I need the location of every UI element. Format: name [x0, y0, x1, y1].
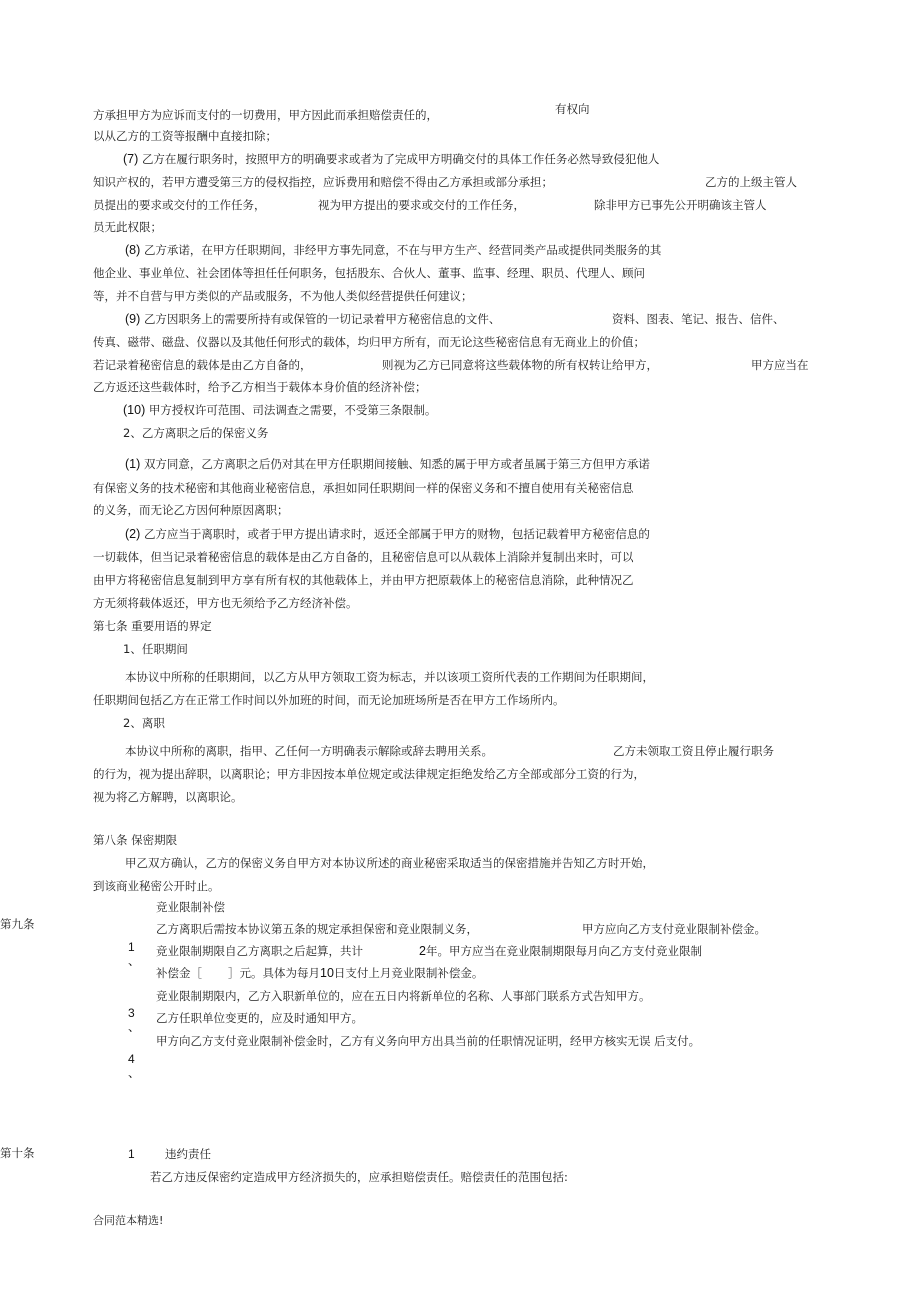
text-line: [156, 943, 702, 959]
text-segment: 竞业限制期限自乙方离职之后起算，共计: [156, 944, 363, 958]
article-10-label: 第十条: [0, 1146, 35, 1160]
item-separator: 、: [128, 1066, 141, 1080]
text-segment: 补偿金［: [156, 966, 202, 980]
text-line: 乙方承诺，在甲方任职期间，非经甲方事先同意，不在与甲方生产、经营同类产品或提供同类服务的其: [143, 243, 662, 257]
text-line: 的行为，视为提出辞职，以离职论；甲方非因按本单位规定或法律规定拒绝发给乙方全部或部分工资的行为，: [93, 767, 645, 781]
text-line: 本协议中所称的离职，指甲、乙任何一方明确表示解除或辞去聘用关系。: [125, 744, 493, 758]
text-line: 等，并不自营与甲方类似的产品或服务，不为他人类似经营提供任何建议；: [93, 289, 473, 303]
text-line: 的义务，而无论乙方因何种原因离职；: [93, 503, 289, 517]
text-line: 以从乙方的工资等报酬中直接扣除；: [93, 129, 277, 143]
item-number: (2): [125, 527, 141, 541]
item-marker: 1: [128, 940, 135, 954]
text-line: 资料、图表、笔记、报告、信件、: [612, 312, 785, 326]
subheading: 违约责任: [165, 1147, 211, 1161]
text-line: 方无须将载体返还，甲方也无须给予乙方经济补偿。: [93, 596, 358, 610]
item-marker: 3: [128, 1006, 135, 1020]
text-line: 乙方返还这些载体时，给予乙方相当于载体本身价值的经济补偿；: [93, 380, 427, 394]
text-line: 乙方应当于离职时，或者于甲方提出请求时，返还全部属于甲方的财物，包括记载着甲方秘密信息的: [143, 527, 650, 541]
text-line: 视为甲方提出的要求或交付的工作任务，: [318, 198, 525, 212]
item-separator: 、: [128, 954, 141, 968]
text-line: 方承担甲方为应诉而支付的一切费用，甲方因此而承担赔偿责任的，: [93, 108, 438, 122]
text-line: 甲方向乙方支付竞业限制补偿金时，乙方有义务向甲方出具当前的任职情况证明，经甲方核实无误 后支付。: [156, 1034, 701, 1048]
text-line: 有保密义务的技术秘密和其他商业秘密信息，承担如同任职期间一样的保密义务和不擅自使用有关秘密信息: [93, 481, 634, 495]
text-line: 视为将乙方解聘，以离职论。: [93, 790, 243, 804]
text-line: 甲方应当在: [751, 358, 809, 372]
text-line: 除非甲方已事先公开明确该主管人: [594, 198, 767, 212]
text-segment: 年。甲方应当在竞业限制期限每月向乙方支付竞业限制: [425, 944, 702, 958]
text-line: 若记录着秘密信息的载体是由乙方自备的，: [93, 358, 312, 372]
text-line: 有权向: [555, 102, 590, 116]
text-line: 传真、磁带、磁盘、仪器以及其他任何形式的载体，均归甲方所有，而无论这些秘密信息有无商业上的价值；: [93, 335, 645, 349]
article-8-title: 第八条 保密期限: [93, 833, 178, 847]
article-9-label: 第九条: [0, 917, 35, 931]
text-line: 乙方任职单位变更的，应及时通知甲方。: [156, 1011, 363, 1025]
text-line: 甲方应向乙方支付竞业限制补偿金。: [582, 922, 766, 936]
duration-value: 2: [419, 944, 426, 958]
section-heading: 2、乙方离职之后的保密义务: [123, 426, 269, 440]
text-line: 若乙方违反保密约定造成甲方经济损失的，应承担赔偿责任。赔偿责任的范围包括:: [150, 1170, 568, 1184]
text-line: 员提出的要求或交付的工作任务，: [93, 198, 266, 212]
text-line: 则视为乙方已同意将这些载体物的所有权转让给甲方，: [382, 358, 658, 372]
text-line: 任职期间包括乙方在正常工作时间以外加班的时间，而无论加班场所是否在甲方工作场所内。: [93, 693, 565, 707]
item-number: (1): [125, 457, 141, 471]
item-number: (10): [123, 403, 146, 417]
text-line: 一切载体，但当记录着秘密信息的载体是由乙方自备的，且秘密信息可以从载体上消除并复制出来时，可以: [93, 550, 634, 564]
item-marker: 4: [128, 1052, 135, 1066]
text-line: 知识产权的，若甲方遭受第三方的侵权指控，应诉费用和赔偿不得由乙方承担或部分承担；: [93, 175, 553, 189]
text-line: 乙方未领取工资且停止履行职务: [613, 744, 774, 758]
item-separator: 、: [128, 1020, 141, 1034]
subheading: 1、任职期间: [123, 642, 188, 656]
text-line: 本协议中所称的任职期间，以乙方从甲方领取工资为标志，并以该项工资所代表的工作期间为任职期间，: [125, 670, 654, 684]
paragraph-q1: [125, 456, 650, 472]
text-line: 到该商业秘密公开时止。: [93, 879, 220, 893]
text-line: 竞业限制期限内，乙方入职新单位的，应在五日内将新单位的名称、人事部门联系方式告知甲方。: [156, 989, 651, 1003]
item-marker: 1: [128, 1147, 135, 1161]
day-value: 10: [320, 966, 334, 980]
text-line: 乙方因职务上的需要所持有或保管的一切记录着甲方秘密信息的文件、: [143, 312, 501, 326]
subheading: 2、离职: [123, 716, 165, 730]
text-line: 甲乙双方确认，乙方的保密义务自甲方对本协议所述的商业秘密采取适当的保密措施并告知乙方时开始，: [125, 856, 654, 870]
text-line: 员无此权限；: [93, 220, 162, 234]
text-segment: 日支付上月竞业限制补偿金。: [333, 966, 484, 980]
text-segment: ］元。具体为每月: [228, 966, 320, 980]
item-number: (9): [125, 312, 141, 326]
text-line: 甲方授权许可范围、司法调查之需要，不受第三条限制。: [148, 403, 437, 417]
paragraph-q2: [125, 526, 650, 542]
text-line: 乙方在履行职务时，按照甲方的明确要求或者为了完成甲方明确交付的具体工作任务必然导致侵犯他人: [141, 152, 660, 166]
text-line: 他企业、事业单位、社会团体等担任任何职务，包括股东、合伙人、董事、监事、经理、职员、代理人、顾问: [93, 266, 645, 280]
text-line: 乙方的上级主管人: [705, 175, 797, 189]
paragraph-8: [125, 242, 661, 258]
text-line: 由甲方将秘密信息复制到甲方享有所有权的其他载体上，并由甲方把原载体上的秘密信息消除，此种情况乙: [93, 573, 634, 587]
item-number: (8): [125, 243, 141, 257]
item-number: (7): [123, 152, 139, 166]
paragraph-9: [125, 311, 500, 327]
paragraph-7: [123, 151, 659, 167]
paragraph-10: [123, 402, 436, 418]
text-line: [156, 965, 483, 981]
text-line: 双方同意，乙方离职之后仍对其在甲方任职期间接触、知悉的属于甲方或者虽属于第三方但甲方承诺: [143, 457, 650, 471]
article-7-title: 第七条 重要用语的界定: [93, 619, 212, 633]
footer-text: 合同范本精选!: [93, 1214, 164, 1227]
text-line: 乙方离职后需按本协议第五条的规定承担保密和竞业限制义务，: [156, 922, 478, 936]
subheading: 竞业限制补偿: [156, 900, 225, 914]
